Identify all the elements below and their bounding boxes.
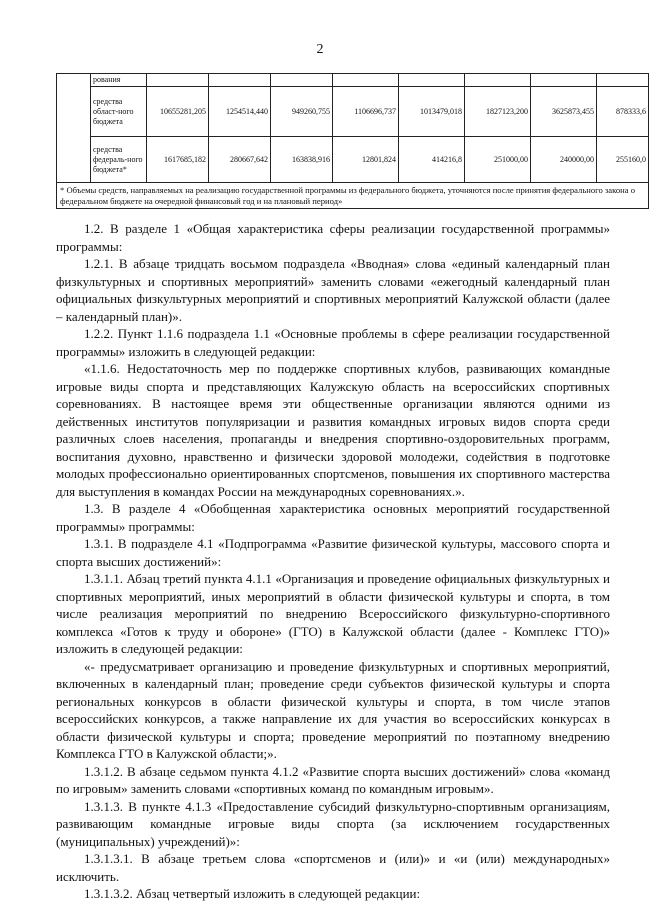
paragraph: 1.3.1.2. В абзаце седьмом пункта 4.1.2 «Развитие спорта высших достижений» слова «команд по игровым» заменить словами «спортивных команд по командным игровым». [56,763,610,796]
table-row-federal [57,137,649,183]
table-cell: 12801,824 [333,137,399,183]
funding-table [56,73,649,209]
paragraph: 1.3.1.1. Абзац третий пункта 4.1.1 «Организация и проведение официальных физкультурных и спортивных мероприятий, иных мероприятий в области физической культуры и спорта, в том числе реализация мероприятий по внедрению Всероссийского физкультурно-спортивного комплекса «Готов к труду и обороне» (ГТО) в Калужской области (далее - Комплекс ГТО)» изложить в следующей редакции: [56,571,610,656]
paragraph: 1.3.1.3. В пункте 4.1.3 «Предоставление субсидий физкультурно-спортивным организациям, развивающим командные игровые виды спорта (за исключением государственных (муниципальных) учреждений)»: [56,798,610,849]
paragraph: «- предусматривает организацию и проведение физкультурных и спортивных мероприятий, включенных в календарный план; проведение среди субъектов физической культуры и спорта региональных конкурсов в области физической культуры и спорта, в том числе этапов всероссийских конкурсов, а также направление их для участия во всероссийских конкурсах в области физической культуры и спорта; проведение мероприятий по поэтапному внедрению Комплекса ГТО в Калужской области;». [56,658,610,761]
paragraph: 1.3.1.3.2. Абзац четвертый изложить в следующей редакции: [84,886,421,901]
table-cell: 3625873,455 [531,87,597,137]
paragraph: 1.2.1. В абзаце тридцать восьмом подраздела «Вводная» слова «единый календарный план физкультурных и спортивных мероприятий» заменить словами «ежегодный календарный план официальных физкультурных мероприятий и спортивных мероприятий Калужской области (далее – календарный план)». [56,256,610,324]
document-body [56,220,610,903]
table-cell: 10655281,205 [147,87,209,137]
row-label-fragment: рования [91,74,147,87]
table-row-regional [57,87,649,137]
table-cell: 240000,00 [531,137,597,183]
paragraph: 1.2.2. Пункт 1.1.6 подраздела 1.1 «Основные проблемы в сфере реализации государственной программы» изложить в следующей редакции: [56,326,610,359]
paragraph: «1.1.6. Недостаточность мер по поддержке спортивных клубов, развивающих командные игровые виды спорта и представляющих Калужскую область на всероссийских спортивных соревнованиях. В настоящее время эти общественные организации являются одними из действенных институтов популяризации и развития командных игровых видов спорта среди различных слоев населения, пропаганды и внедрения спортивно-оздоровительных программ, воспитания духовно, нравственно и физически здоровой молодежи, содействия в подготовке молодых профессионально ориентированных спортсменов, повышения их спортивного мастерства для выступления в командах России на международных соревнованиях.». [56,361,610,499]
page-number: 2 [316,42,324,57]
paragraph: 1.3.1.3.1. В абзаце третьем слова «спортсменов и (или)» и «и (или) международных» исключить. [56,851,610,884]
table-row-fragment [57,74,649,87]
row-label: средства федераль-ного бюджета* [91,137,147,183]
table-cell: 280667,642 [209,137,271,183]
table-cell: 255160,0 [597,137,649,183]
table-cell: 1013479,018 [399,87,465,137]
paragraph: 1.3. В разделе 4 «Обобщенная характеристика основных мероприятий государственной программы» программы: [56,501,610,534]
table-row-footnote [57,183,649,209]
table-cell: 1106696,737 [333,87,399,137]
table-footnote: * Объемы средств, направляемых на реализацию государственной программы из федерального бюджета, уточняются после принятия федерального закона о федеральном бюджете на очередной финансовый год и на плановый период» [57,183,649,209]
table-cell: 1827123,200 [465,87,531,137]
table-cell: 414216,8 [399,137,465,183]
table-cell: 949260,755 [271,87,333,137]
table-cell: 878333,6 [597,87,649,137]
table-cell: 1254514,440 [209,87,271,137]
table-cell: 163838,916 [271,137,333,183]
paragraph: 1.2. В разделе 1 «Общая характеристика сферы реализации государственной программы» программы: [56,221,610,254]
row-label: средства област-ного бюджета [91,87,147,137]
table-cell: 1617685,182 [147,137,209,183]
table-cell: 251000,00 [465,137,531,183]
paragraph: 1.3.1. В подразделе 4.1 «Подпрограмма «Развитие физической культуры, массового спорта и спорта высших достижений»: [56,536,610,569]
